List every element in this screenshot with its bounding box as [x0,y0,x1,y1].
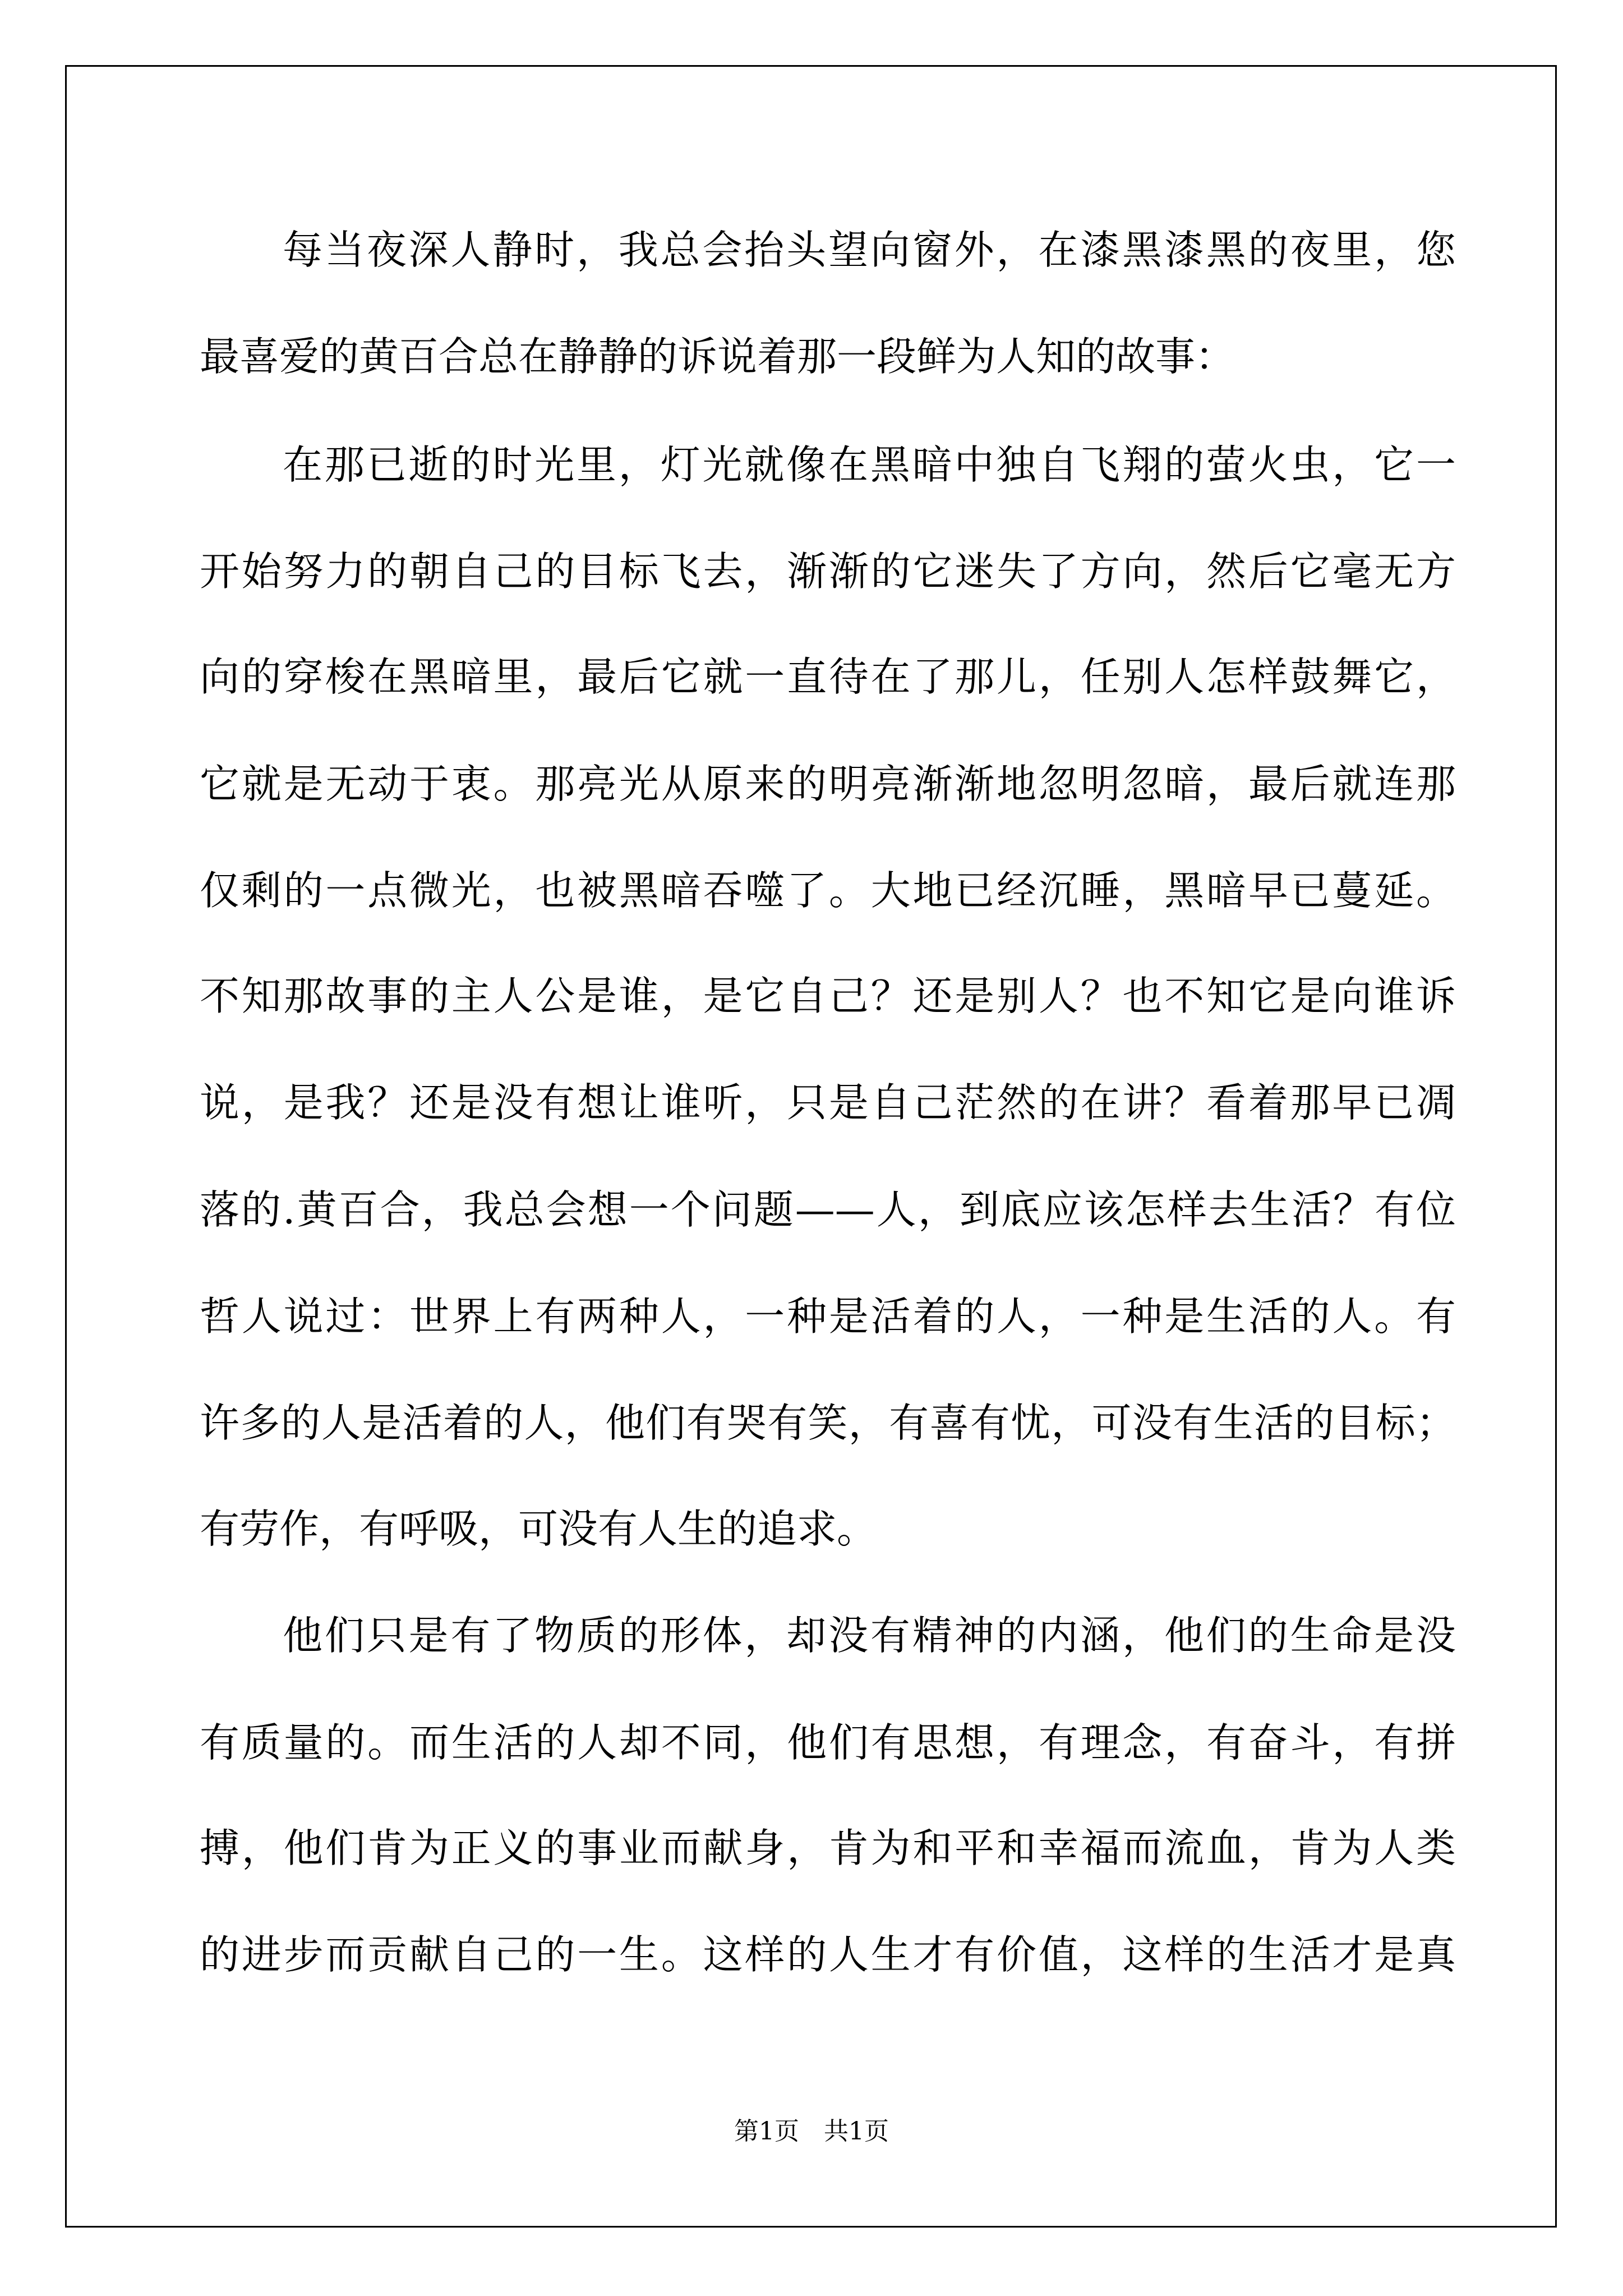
text-line: 许多的人是活着的人，他们有哭有笑，有喜有忧，可没有生活的目标； [200,1400,1456,1446]
text-line: 最喜爱的黄百合总在静静的诉说着那一段鲜为人知的故事： [200,333,1235,380]
text-line: 哲人说过：世界上有两种人，一种是活着的人，一种是生活的人。有 [200,1293,1456,1340]
text-line: 搏，他们肯为正义的事业而献身，肯为和平和幸福而流血，肯为人类 [200,1825,1456,1871]
page-border [65,65,1557,2228]
text-line: 落的.黄百合，我总会想一个问题——人，到底应该怎样去生活？有位 [200,1186,1456,1233]
text-line: 在那已逝的时光里，灯光就像在黑暗中独自飞翔的萤火虫，它一 [283,441,1456,488]
text-line: 不知那故事的主人公是谁，是它自己？还是别人？也不知它是向谁诉 [200,973,1456,1019]
text-line: 仅剩的一点微光，也被黑暗吞噬了。大地已经沉睡，黑暗早已蔓延。 [200,867,1456,914]
text-line: 有质量的。而生活的人却不同，他们有思想，有理念，有奋斗，有拼 [200,1719,1456,1766]
text-line: 说，是我？还是没有想让谁听，只是自己茫然的在讲？看着那早已凋 [200,1079,1456,1126]
text-line: 有劳作，有呼吸，可没有人生的追求。 [200,1506,877,1552]
text-line: 它就是无动于衷。那亮光从原来的明亮渐渐地忽明忽暗，最后就连那 [200,761,1456,807]
text-line: 他们只是有了物质的形体，却没有精神的内涵，他们的生命是没 [283,1612,1456,1659]
text-line: 向的穿梭在黑暗里，最后它就一直待在了那儿，任别人怎样鼓舞它， [200,654,1456,700]
text-line: 的进步而贡献自己的一生。这样的人生才有价值，这样的生活才是真 [200,1931,1456,1978]
text-line: 每当夜深人静时，我总会抬头望向窗外，在漆黑漆黑的夜里，您 [283,227,1456,273]
page-number: 第1页 共1页 [734,2117,889,2146]
text-line: 开始努力的朝自己的目标飞去，渐渐的它迷失了方向，然后它毫无方 [200,548,1456,595]
